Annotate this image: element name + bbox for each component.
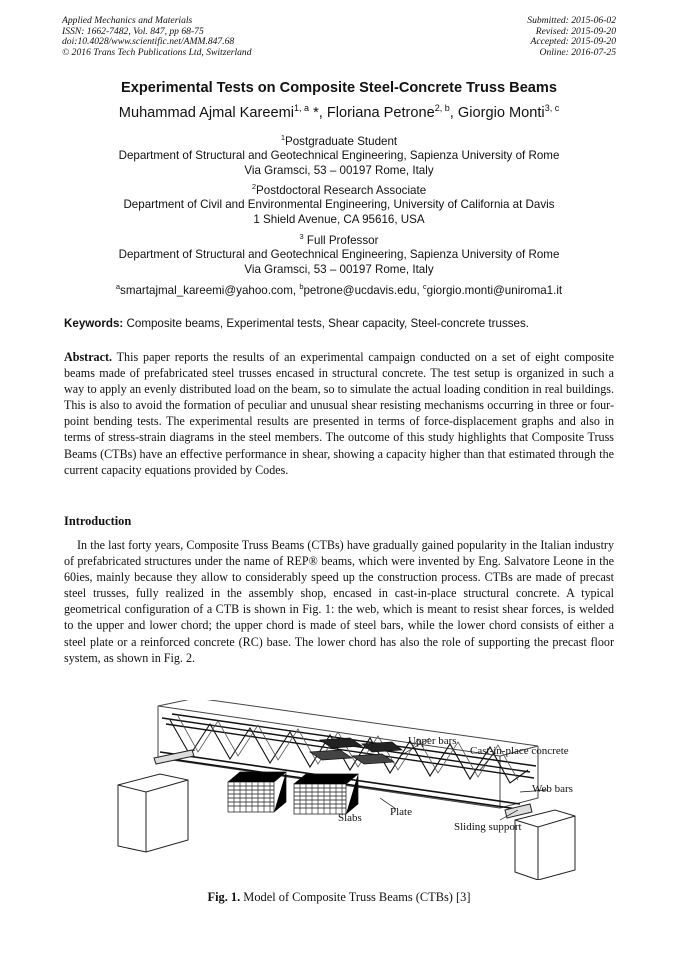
author-sup: 3, c — [544, 103, 560, 113]
affiliation-3 — [0, 230, 678, 277]
affil-role: Postgraduate Student — [285, 134, 398, 148]
dates-info — [527, 16, 616, 58]
email-link[interactable]: petrone@ucdavis.edu, — [303, 283, 423, 297]
keywords-label: Keywords: — [64, 317, 124, 330]
section-heading: Introduction — [64, 514, 132, 528]
submitted-date: Submitted: 2015-06-02 — [527, 15, 616, 26]
caption-label: Fig. 1. — [207, 890, 241, 904]
affil-num: 1 — [280, 133, 285, 142]
revised-date: Revised: 2015-09-20 — [535, 25, 616, 37]
keywords — [64, 317, 624, 330]
keywords-text: Composite beams, Experimental tests, Shear capacity, Steel-concrete trusses. — [123, 317, 530, 330]
author-sup: 2, b — [434, 103, 450, 113]
author-sep: , — [449, 104, 458, 121]
online-date: Online: 2016-07-25 — [539, 46, 616, 58]
label-sliding-support: Sliding support — [454, 821, 522, 833]
figure-caption — [0, 890, 678, 905]
author-name: Muhammad Ajmal Kareemi — [118, 104, 294, 121]
label-upper-bars: Upper bars — [408, 735, 457, 747]
accepted-date: Accepted: 2015-09-20 — [530, 36, 616, 48]
journal-info — [62, 16, 252, 58]
author-sup: 1, a — [294, 103, 310, 113]
author-name: Giorgio Monti — [457, 104, 545, 121]
label-cast-concrete: Cast-in-place concrete — [470, 745, 569, 757]
left-support-block — [118, 774, 188, 852]
email-link[interactable]: giorgio.monti@uniroma1.it — [426, 283, 563, 297]
abstract — [64, 349, 614, 478]
doi: doi:10.4028/www.scientific.net/AMM.847.68 — [62, 36, 235, 48]
affiliation-1 — [0, 131, 678, 178]
journal-name: Applied Mechanics and Materials — [62, 15, 193, 26]
email-sup: a — [115, 282, 121, 291]
affiliation-2 — [0, 180, 678, 227]
email-list — [0, 282, 678, 297]
paper-title: Experimental Tests on Composite Steel-Concrete Truss Beams — [120, 80, 558, 96]
label-web-bars: Web bars — [532, 783, 573, 795]
affil-num: 3 — [299, 232, 304, 241]
copyright: © 2016 Trans Tech Publications Ltd, Switzerland — [62, 46, 252, 58]
affil-role: Postdoctoral Research Associate — [256, 183, 427, 197]
affil-dept: Department of Structural and Geotechnical Engineering, Sapienza University of Rome — [118, 149, 560, 163]
email-link[interactable]: smartajmal_kareemi@yahoo.com, — [120, 283, 300, 297]
affil-address: Via Gramsci, 53 – 00197 Rome, Italy — [244, 262, 434, 276]
affil-address: Via Gramsci, 53 – 00197 Rome, Italy — [244, 163, 434, 177]
email-sup: c — [422, 282, 427, 291]
author-list — [0, 103, 678, 121]
affil-address: 1 Shield Avenue, CA 95616, USA — [253, 212, 425, 226]
label-slabs: Slabs — [338, 812, 362, 824]
caption-text: Model of Composite Truss Beams (CTBs) [3] — [240, 890, 471, 904]
label-plate: Plate — [390, 806, 412, 818]
slabs-stack-1 — [228, 772, 286, 812]
affil-role: Full Professor — [303, 233, 379, 247]
author-name: Floriana Petrone — [326, 104, 435, 121]
right-support-block — [515, 810, 575, 880]
affil-dept: Department of Civil and Environmental Engineering, University of California at Davis — [123, 198, 555, 212]
email-sup: b — [299, 282, 304, 291]
intro-paragraph: In the last forty years, Composite Truss Beams (CTBs) have gradually gained popularity in the Italian industry of prefabricated structures under the name of REP® beams, which were invented by Eng. Salvatore Leone in the 60ies, mainly because they allow to considerably speed up the construction process. CTBs are made of precast steel trusses, fully realized in the assembly shop, encased in cast-in-place structural concrete. A typical geometrical configuration of a CTB is shown in Fig. 1: the web, which is meant to resist shear forces, is welded to the upper and lower chord; the upper chord is made of steel bars, while the lower chord consists of either a steel plate or a reinforced concrete (RC) base. The lower chord has also the role of supporting the precast floor system, as shown in Fig. 2. — [64, 538, 614, 665]
abstract-text: This paper reports the results of an experimental campaign conducted on a set of eight composite beams made of prefabricated steel trusses encased in structural concrete. The test setup is organized in such a way to apply an evenly distributed load on the beam, so to simulate the actual loading condition in real buildings. This is also to avoid the formation of peculiar and unusual shear resisting mechanisms occurring in three or four-point bending tests. The experimental results are presented in terms of force-displacement graphs and also in terms of stress-strain diagrams in the steel members. The outcome of this study highlights that Composite Truss Beams (CTBs) have an effective performance in shear, showing a capacity higher than that estimated through the current capacity equations provided by Codes. — [64, 350, 614, 477]
ctb-model-figure — [100, 700, 580, 880]
author-sep: *, — [309, 104, 327, 121]
slabs-stack-2 — [294, 774, 358, 814]
affil-num: 2 — [251, 182, 257, 191]
affil-dept: Department of Structural and Geotechnical Engineering, Sapienza University of Rome — [118, 248, 560, 262]
issn: ISSN: 1662-7482, Vol. 847, pp 68-75 — [62, 25, 204, 37]
abstract-label: Abstract. — [64, 350, 113, 364]
